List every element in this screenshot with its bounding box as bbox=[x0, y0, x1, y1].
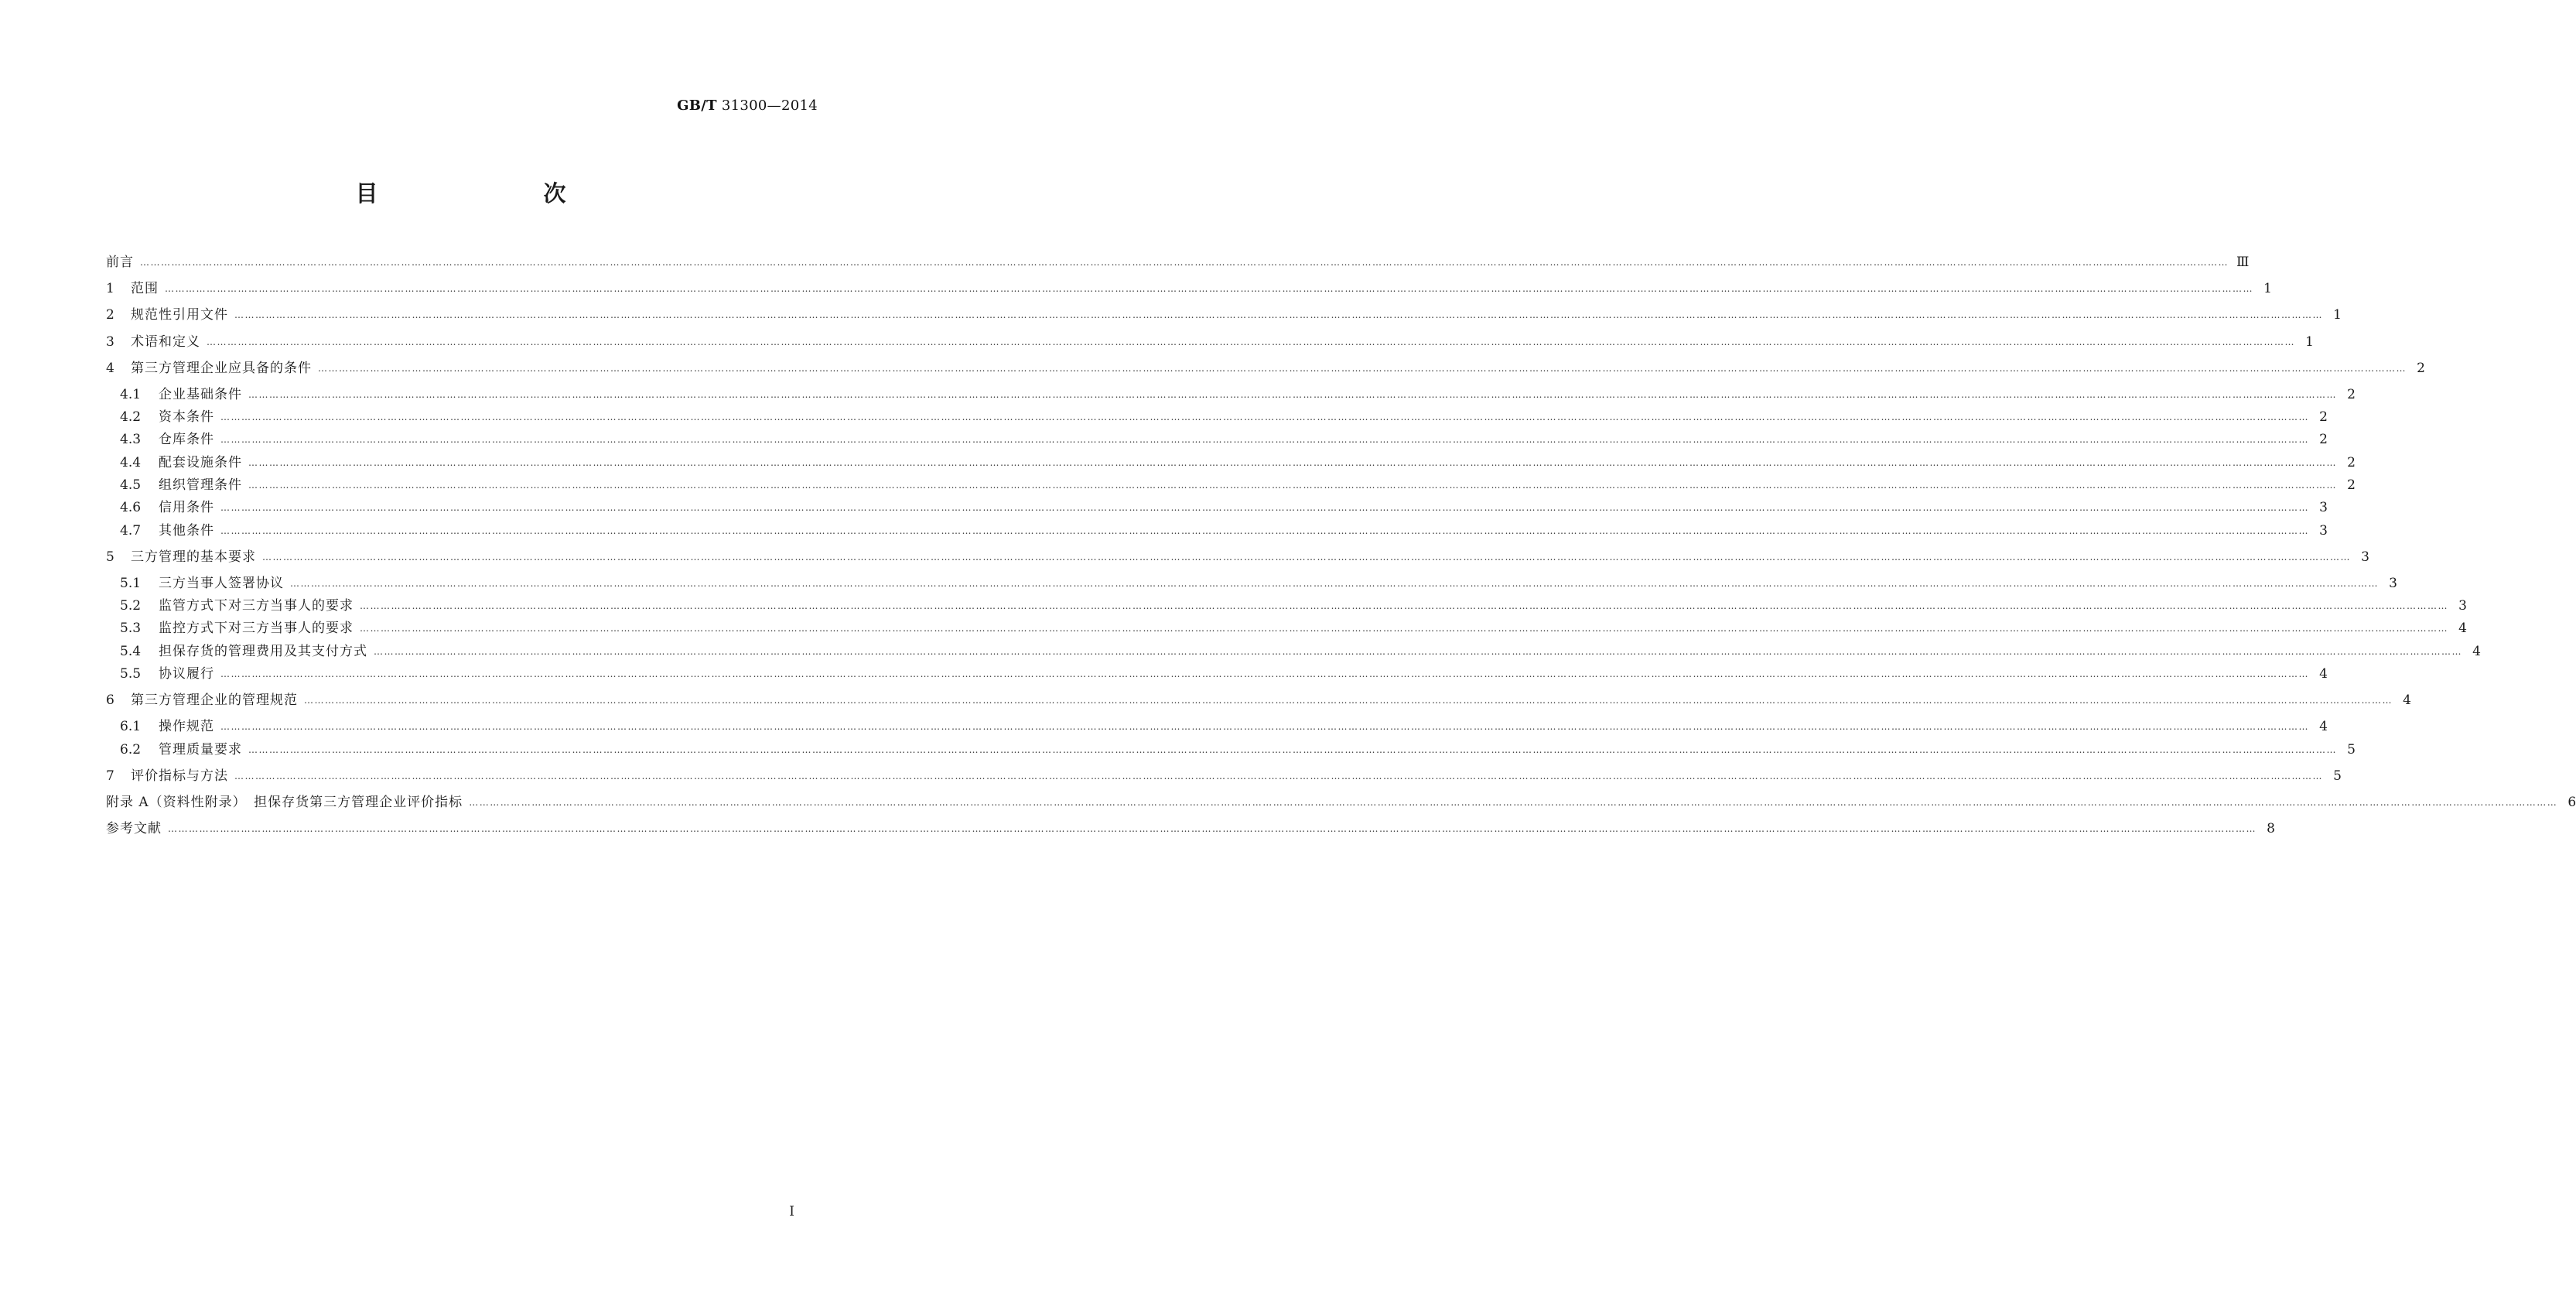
toc-entry-label: 评价指标与方法 bbox=[131, 768, 228, 784]
dot-leader: …………………………………………………………………………………………………………………………………………………………………………………………………………………………………………………………………………………………………………………………………………………………………………………………………………………………………………………………………………………………………………………………………………………… bbox=[248, 480, 2337, 491]
toc-entry-number: 6.1 bbox=[120, 719, 142, 735]
dot-leader: …………………………………………………………………………………………………………………………………………………………………………………………………………………………………………………………………………………………………………………………………………………………………………………………………………………………………………………………………………………………………………………………………………………… bbox=[220, 412, 2309, 423]
toc-entry-page: 2 bbox=[2347, 386, 2356, 402]
toc-entry-label: 第三方管理企业的管理规范 bbox=[131, 693, 298, 709]
standard-number: 31300—2014 bbox=[721, 97, 818, 114]
toc-entry-page: 5 bbox=[2347, 741, 2356, 758]
toc-entry-label: 第三方管理企业应具备的条件 bbox=[131, 360, 312, 376]
toc-entry-number: 4.6 bbox=[120, 500, 142, 516]
standard-prefix: GB/T bbox=[677, 97, 717, 114]
toc-entry-label: 三方当事人签署协议 bbox=[159, 575, 284, 591]
toc-entry-label: 监管方式下对三方当事人的要求 bbox=[159, 598, 354, 614]
toc-entry-page: 4 bbox=[2458, 621, 2467, 637]
toc-entry-page: 2 bbox=[2347, 477, 2356, 493]
dot-leader: …………………………………………………………………………………………………………………………………………………………………………………………………………………………………………………………………………………………………………………………………………………………………………………………………………………………………………………………………………………………………………………………………………………… bbox=[220, 525, 2309, 536]
dot-leader: …………………………………………………………………………………………………………………………………………………………………………………………………………………………………………………………………………………………………………………………………………………………………………………………………………………………………………………………………………………………………………………………………………………… bbox=[304, 695, 2393, 706]
toc-entry-label: 三方管理的基本要求 bbox=[131, 549, 256, 565]
toc-entry-page: 4 bbox=[2319, 666, 2328, 682]
toc-entry-number: 2 bbox=[106, 307, 114, 323]
toc-entry-label: 企业基础条件 bbox=[159, 386, 242, 402]
toc-entry-page: Ⅲ bbox=[2236, 255, 2250, 270]
toc-entry[interactable] bbox=[120, 594, 2467, 614]
toc-entry-number: 4.7 bbox=[120, 522, 142, 539]
toc-entry-page: 1 bbox=[2305, 333, 2314, 350]
toc-entry-number: 3 bbox=[106, 333, 114, 350]
dot-leader: …………………………………………………………………………………………………………………………………………………………………………………………………………………………………………………………………………………………………………………………………………………………………………………………………………………………………………………………………………………………………………………………………………………… bbox=[168, 823, 2257, 835]
toc-entry-page: 1 bbox=[2263, 281, 2272, 297]
toc-entry-page: 4 bbox=[2403, 693, 2411, 709]
toc-entry-page: 8 bbox=[2267, 821, 2275, 837]
toc-entry-label: 术语和定义 bbox=[131, 333, 200, 350]
dot-leader: …………………………………………………………………………………………………………………………………………………………………………………………………………………………………………………………………………………………………………………………………………………………………………………………………………………………………………………………………………………………………………………………………………………… bbox=[207, 336, 2295, 347]
toc-entry-page: 2 bbox=[2417, 360, 2425, 376]
toc-entry-label: 监控方式下对三方当事人的要求 bbox=[159, 621, 354, 637]
toc-entry-label: 参考文献 bbox=[106, 821, 162, 837]
dot-leader: …………………………………………………………………………………………………………………………………………………………………………………………………………………………………………………………………………………………………………………………………………………………………………………………………………………………………………………………………………………………………………………………………………………… bbox=[234, 770, 2323, 781]
toc-entry[interactable] bbox=[120, 572, 2397, 591]
dot-leader: …………………………………………………………………………………………………………………………………………………………………………………………………………………………………………………………………………………………………………………………………………………………………………………………………………………………………………………………………………………………………………………………………………………… bbox=[360, 600, 2448, 612]
toc-entry-number: 5.1 bbox=[120, 575, 142, 591]
dot-leader: …………………………………………………………………………………………………………………………………………………………………………………………………………………………………………………………………………………………………………………………………………………………………………………………………………………………………………………………………………………………………………………………………………………… bbox=[374, 645, 2462, 657]
toc-entry[interactable] bbox=[120, 405, 2328, 426]
toc-entry[interactable] bbox=[120, 715, 2328, 735]
toc-entry[interactable] bbox=[120, 617, 2467, 637]
toc-entry-number: 5.4 bbox=[120, 643, 142, 659]
toc-entry[interactable] bbox=[106, 277, 2272, 297]
dot-leader: …………………………………………………………………………………………………………………………………………………………………………………………………………………………………………………………………………………………………………………………………………………………………………………………………………………………………………………………………………………………………………………………………………………… bbox=[262, 551, 2351, 563]
toc-entry[interactable] bbox=[120, 640, 2481, 659]
toc-entry-label: 仓库条件 bbox=[159, 432, 214, 448]
toc-entry-number: 4.4 bbox=[120, 454, 142, 470]
dot-leader: …………………………………………………………………………………………………………………………………………………………………………………………………………………………………………………………………………………………………………………………………………………………………………………………………………………………………………………………………………………………………………………………………………………… bbox=[469, 796, 2558, 808]
toc-entry[interactable] bbox=[120, 428, 2328, 448]
toc-entry-page: 4 bbox=[2472, 643, 2481, 659]
toc-entry-label: 协议履行 bbox=[159, 666, 214, 682]
toc-entry[interactable] bbox=[106, 764, 2342, 784]
toc-entry-page: 3 bbox=[2319, 500, 2328, 516]
toc-entry-label: 资本条件 bbox=[159, 409, 214, 426]
toc-entry[interactable] bbox=[120, 383, 2356, 402]
toc-entry[interactable] bbox=[106, 791, 2576, 810]
toc-entry-number: 5.3 bbox=[120, 621, 142, 637]
dot-leader: …………………………………………………………………………………………………………………………………………………………………………………………………………………………………………………………………………………………………………………………………………………………………………………………………………………………………………………………………………………………………………………………………………………… bbox=[140, 257, 2229, 268]
toc-entry-page: 3 bbox=[2389, 575, 2397, 591]
page-number: I bbox=[789, 1204, 794, 1219]
toc-entry-number: 1 bbox=[106, 281, 114, 297]
toc-entry-page: 2 bbox=[2319, 432, 2328, 448]
toc-entry-page: 2 bbox=[2347, 454, 2356, 470]
toc-entry-page: 3 bbox=[2361, 549, 2369, 565]
toc-entry-number: 5.5 bbox=[120, 666, 142, 682]
dot-leader: …………………………………………………………………………………………………………………………………………………………………………………………………………………………………………………………………………………………………………………………………………………………………………………………………………………………………………………………………………………………………………………………………………………… bbox=[220, 721, 2309, 733]
toc-entry-label: 配套设施条件 bbox=[159, 454, 242, 470]
toc-entry[interactable] bbox=[106, 330, 2314, 350]
dot-leader: …………………………………………………………………………………………………………………………………………………………………………………………………………………………………………………………………………………………………………………………………………………………………………………………………………………………………………………………………………………………………………………………………………………… bbox=[248, 457, 2337, 468]
toc-entry-number: 4 bbox=[106, 360, 114, 376]
toc-entry-label: 管理质量要求 bbox=[159, 741, 242, 758]
dot-leader: …………………………………………………………………………………………………………………………………………………………………………………………………………………………………………………………………………………………………………………………………………………………………………………………………………………………………………………………………………………………………………………………………………………… bbox=[318, 362, 2407, 374]
toc-entry-label: 范围 bbox=[131, 281, 159, 297]
toc-entry-label: 担保存货的管理费用及其支付方式 bbox=[159, 643, 367, 659]
toc-entry-page: 2 bbox=[2319, 409, 2328, 426]
toc-entry-label: 附录 A（资料性附录） 担保存货第三方管理企业评价指标 bbox=[106, 794, 463, 810]
toc-entry-label: 规范性引用文件 bbox=[131, 307, 228, 323]
toc-entry[interactable] bbox=[120, 474, 2356, 493]
toc-entry-page: 3 bbox=[2319, 522, 2328, 539]
toc-entry-label: 信用条件 bbox=[159, 500, 214, 516]
toc-entry-label: 操作规范 bbox=[159, 719, 214, 735]
dot-leader: …………………………………………………………………………………………………………………………………………………………………………………………………………………………………………………………………………………………………………………………………………………………………………………………………………………………………………………………………………………………………………………………………………………… bbox=[248, 744, 2337, 755]
dot-leader: …………………………………………………………………………………………………………………………………………………………………………………………………………………………………………………………………………………………………………………………………………………………………………………………………………………………………………………………………………………………………………………………………………………… bbox=[360, 623, 2448, 634]
toc-entry-page: 4 bbox=[2319, 719, 2328, 735]
toc-entry[interactable] bbox=[120, 738, 2356, 758]
dot-leader: …………………………………………………………………………………………………………………………………………………………………………………………………………………………………………………………………………………………………………………………………………………………………………………………………………………………………………………………………………………………………………………………………………………… bbox=[165, 283, 2253, 295]
toc-entry[interactable] bbox=[106, 689, 2411, 709]
toc-entry-number: 6.2 bbox=[120, 741, 142, 758]
toc-entry-number: 5.2 bbox=[120, 598, 142, 614]
toc-entry-page: 1 bbox=[2333, 307, 2342, 323]
toc-entry[interactable] bbox=[120, 451, 2356, 470]
toc-entry-label: 组织管理条件 bbox=[159, 477, 242, 493]
toc-entry-page: 3 bbox=[2458, 598, 2467, 614]
toc-entry[interactable] bbox=[106, 303, 2342, 323]
dot-leader: …………………………………………………………………………………………………………………………………………………………………………………………………………………………………………………………………………………………………………………………………………………………………………………………………………………………………………………………………………………………………………………………………………………… bbox=[290, 577, 2379, 589]
toc-entry-number: 4.1 bbox=[120, 386, 142, 402]
toc-entry-number: 7 bbox=[106, 768, 114, 784]
dot-leader: …………………………………………………………………………………………………………………………………………………………………………………………………………………………………………………………………………………………………………………………………………………………………………………………………………………………………………………………………………………………………………………………………………………… bbox=[234, 310, 2323, 321]
toc-entry[interactable] bbox=[120, 519, 2328, 539]
toc-entry[interactable] bbox=[106, 817, 2275, 837]
page-title: 目 次 bbox=[355, 180, 606, 207]
toc-entry-label: 前言 bbox=[106, 255, 134, 270]
dot-leader: …………………………………………………………………………………………………………………………………………………………………………………………………………………………………………………………………………………………………………………………………………………………………………………………………………………………………………………………………………………………………………………………………………………… bbox=[220, 502, 2309, 514]
dot-leader: …………………………………………………………………………………………………………………………………………………………………………………………………………………………………………………………………………………………………………………………………………………………………………………………………………………………………………………………………………………………………………………………………………………… bbox=[248, 388, 2337, 400]
toc-entry-number: 4.3 bbox=[120, 432, 142, 448]
dot-leader: …………………………………………………………………………………………………………………………………………………………………………………………………………………………………………………………………………………………………………………………………………………………………………………………………………………………………………………………………………………………………………………………………………………… bbox=[220, 434, 2309, 446]
dot-leader: …………………………………………………………………………………………………………………………………………………………………………………………………………………………………………………………………………………………………………………………………………………………………………………………………………………………………………………………………………………………………………………………………………………… bbox=[220, 669, 2309, 679]
toc-entry-page: 5 bbox=[2333, 768, 2342, 784]
toc-entry[interactable] bbox=[106, 251, 2250, 270]
toc-entry[interactable] bbox=[106, 357, 2425, 376]
toc-entry-number: 5 bbox=[106, 549, 114, 565]
toc-entry-number: 4.2 bbox=[120, 409, 142, 426]
standard-code bbox=[677, 97, 818, 114]
toc-entry-label: 其他条件 bbox=[159, 522, 214, 539]
toc-entry[interactable] bbox=[106, 545, 2369, 565]
toc-entry[interactable] bbox=[120, 496, 2328, 516]
toc-entry-number: 6 bbox=[106, 693, 114, 709]
toc-entry-number: 4.5 bbox=[120, 477, 142, 493]
toc-entry[interactable] bbox=[120, 662, 2328, 682]
toc-entry-page: 6 bbox=[2567, 794, 2576, 810]
